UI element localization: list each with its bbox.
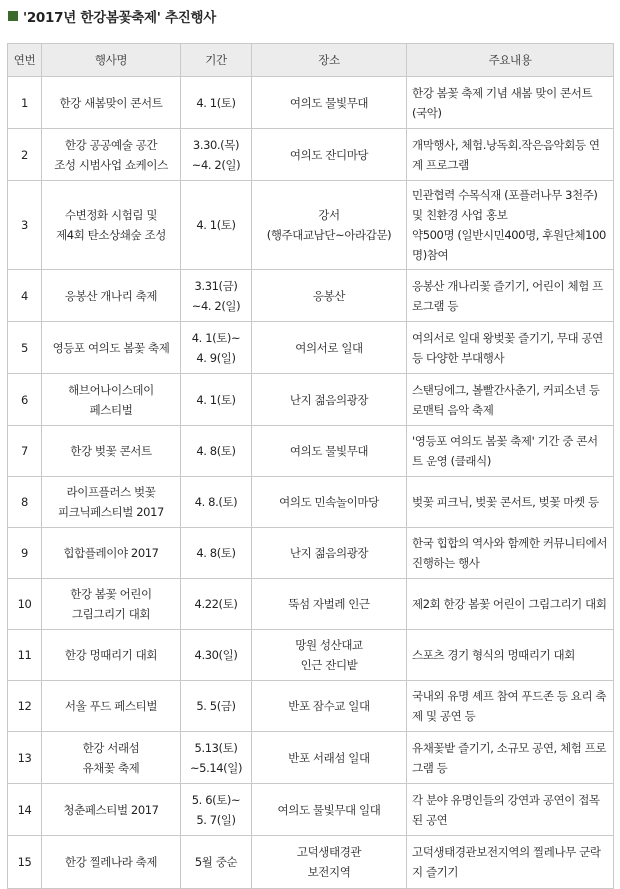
square-bullet-icon bbox=[8, 11, 18, 21]
cell-name: 한강 공공예술 공간 조성 시범사업 쇼케이스 bbox=[42, 129, 181, 181]
cell-place: 여의도 민속놀이마당 bbox=[252, 477, 407, 528]
cell-no: 9 bbox=[8, 528, 42, 579]
table-row bbox=[8, 681, 614, 732]
cell-place: 반포 잠수교 일대 bbox=[252, 681, 407, 732]
cell-no: 4 bbox=[8, 270, 42, 322]
cell-place: 응봉산 bbox=[252, 270, 407, 322]
header-period: 기간 bbox=[181, 44, 252, 77]
cell-name: 라이프플러스 벚꽃 피크닉페스티벌 2017 bbox=[42, 477, 181, 528]
cell-period: 5. 5(금) bbox=[181, 681, 252, 732]
cell-place: 난지 젊음의광장 bbox=[252, 374, 407, 426]
cell-no: 6 bbox=[8, 374, 42, 426]
table-row bbox=[8, 630, 614, 681]
table-row bbox=[8, 426, 614, 477]
cell-name: 해브어나이스데이 페스티벌 bbox=[42, 374, 181, 426]
cell-place: 여의서로 일대 bbox=[252, 322, 407, 374]
cell-name: 한강 새봄맞이 콘서트 bbox=[42, 77, 181, 129]
cell-no: 7 bbox=[8, 426, 42, 477]
cell-no: 8 bbox=[8, 477, 42, 528]
cell-content: 한국 힙합의 역사와 함께한 커뮤니티에서 진행하는 행사 bbox=[407, 528, 614, 579]
cell-no: 15 bbox=[8, 836, 42, 889]
page-title bbox=[8, 6, 216, 26]
cell-name: 한강 벚꽃 콘서트 bbox=[42, 426, 181, 477]
cell-period: 3.30.(목) ~4. 2(일) bbox=[181, 129, 252, 181]
table-row bbox=[8, 732, 614, 784]
table-row bbox=[8, 784, 614, 836]
events-table bbox=[7, 43, 614, 889]
cell-name: 한강 찔레나라 축제 bbox=[42, 836, 181, 889]
table-body bbox=[8, 77, 614, 889]
cell-place: 여의도 물빛무대 일대 bbox=[252, 784, 407, 836]
cell-name: 영등포 여의도 봄꽃 축제 bbox=[42, 322, 181, 374]
cell-period: 4. 1(토) bbox=[181, 181, 252, 270]
table-row bbox=[8, 77, 614, 129]
cell-period: 4. 8(토) bbox=[181, 426, 252, 477]
header-no: 연번 bbox=[8, 44, 42, 77]
cell-period: 4. 1(토) bbox=[181, 374, 252, 426]
cell-place: 고덕생태경관 보전지역 bbox=[252, 836, 407, 889]
table-row bbox=[8, 129, 614, 181]
cell-name: 한강 봄꽃 어린이 그림그리기 대회 bbox=[42, 579, 181, 630]
cell-content: 고덕생태경관보전지역의 찔레나무 군락지 즐기기 bbox=[407, 836, 614, 889]
cell-period: 5. 6(토)~ 5. 7(일) bbox=[181, 784, 252, 836]
cell-name: 한강 멍때리기 대회 bbox=[42, 630, 181, 681]
cell-period: 4.30(일) bbox=[181, 630, 252, 681]
cell-no: 12 bbox=[8, 681, 42, 732]
cell-place: 여의도 물빛무대 bbox=[252, 426, 407, 477]
cell-no: 10 bbox=[8, 579, 42, 630]
cell-name: 수변정화 시험림 및 제4회 탄소상쇄숲 조성 bbox=[42, 181, 181, 270]
table-row bbox=[8, 270, 614, 322]
cell-content: 국내외 유명 셰프 참여 푸드존 등 요리 축제 및 공연 등 bbox=[407, 681, 614, 732]
cell-content: 제2회 한강 봄꽃 어린이 그림그리기 대회 bbox=[407, 579, 614, 630]
cell-period: 5월 중순 bbox=[181, 836, 252, 889]
cell-content: 유채꽃밭 즐기기, 소규모 공연, 체험 프로그램 등 bbox=[407, 732, 614, 784]
cell-place: 난지 젊음의광장 bbox=[252, 528, 407, 579]
cell-no: 11 bbox=[8, 630, 42, 681]
cell-content: 여의서로 일대 왕벚꽃 즐기기, 무대 공연 등 다양한 부대행사 bbox=[407, 322, 614, 374]
table-row bbox=[8, 836, 614, 889]
cell-place: 뚝섬 자벌레 인근 bbox=[252, 579, 407, 630]
cell-no: 13 bbox=[8, 732, 42, 784]
cell-period: 4. 8(토) bbox=[181, 528, 252, 579]
cell-content: 민관협력 수목식재 (포플러나무 3천주)및 친환경 사업 홍보 약500명 (일반시민400명, 후원단체100명)참여 bbox=[407, 181, 614, 270]
cell-period: 3.31(금) ~4. 2(일) bbox=[181, 270, 252, 322]
cell-name: 한강 서래섬 유채꽃 축제 bbox=[42, 732, 181, 784]
table-row bbox=[8, 181, 614, 270]
table-row bbox=[8, 528, 614, 579]
cell-place: 강서 (행주대교남단~아라갑문) bbox=[252, 181, 407, 270]
table-row bbox=[8, 477, 614, 528]
cell-period: 4. 1(토)~ 4. 9(일) bbox=[181, 322, 252, 374]
cell-content: '영등포 여의도 봄꽃 축제' 기간 중 콘서트 운영 (클래식) bbox=[407, 426, 614, 477]
cell-period: 5.13(토) ~5.14(일) bbox=[181, 732, 252, 784]
table-row bbox=[8, 322, 614, 374]
cell-period: 4. 1(토) bbox=[181, 77, 252, 129]
table-row bbox=[8, 579, 614, 630]
header-content: 주요내용 bbox=[407, 44, 614, 77]
header-place: 장소 bbox=[252, 44, 407, 77]
cell-no: 5 bbox=[8, 322, 42, 374]
cell-content: 스포츠 경기 형식의 멍때리기 대회 bbox=[407, 630, 614, 681]
cell-no: 14 bbox=[8, 784, 42, 836]
table-row bbox=[8, 374, 614, 426]
page-title-text: '2017년 한강봄꽃축제' 추진행사 bbox=[23, 10, 216, 26]
cell-period: 4.22(토) bbox=[181, 579, 252, 630]
cell-content: 응봉산 개나리꽃 즐기기, 어린이 체험 프로그램 등 bbox=[407, 270, 614, 322]
cell-place: 망원 성산대교 인근 잔디밭 bbox=[252, 630, 407, 681]
cell-no: 1 bbox=[8, 77, 42, 129]
cell-name: 청춘페스티벌 2017 bbox=[42, 784, 181, 836]
cell-content: 각 분야 유명인들의 강연과 공연이 접목된 공연 bbox=[407, 784, 614, 836]
cell-name: 서울 푸드 페스티벌 bbox=[42, 681, 181, 732]
cell-place: 여의도 잔디마당 bbox=[252, 129, 407, 181]
cell-content: 스탠딩에그, 볼빨간사춘기, 커피소년 등 로맨틱 음악 축제 bbox=[407, 374, 614, 426]
cell-no: 2 bbox=[8, 129, 42, 181]
cell-no: 3 bbox=[8, 181, 42, 270]
cell-place: 여의도 물빛무대 bbox=[252, 77, 407, 129]
cell-content: 개막행사, 체험.낭독회.작은음악회등 연계 프로그램 bbox=[407, 129, 614, 181]
table-header-row bbox=[8, 44, 614, 77]
cell-name: 응봉산 개나리 축제 bbox=[42, 270, 181, 322]
cell-content: 벚꽃 피크닉, 벚꽃 콘서트, 벚꽃 마켓 등 bbox=[407, 477, 614, 528]
cell-content: 한강 봄꽃 축제 기념 새봄 맞이 콘서트 (국악) bbox=[407, 77, 614, 129]
cell-place: 반포 서래섬 일대 bbox=[252, 732, 407, 784]
header-name: 행사명 bbox=[42, 44, 181, 77]
cell-period: 4. 8.(토) bbox=[181, 477, 252, 528]
cell-name: 힙합플레이야 2017 bbox=[42, 528, 181, 579]
